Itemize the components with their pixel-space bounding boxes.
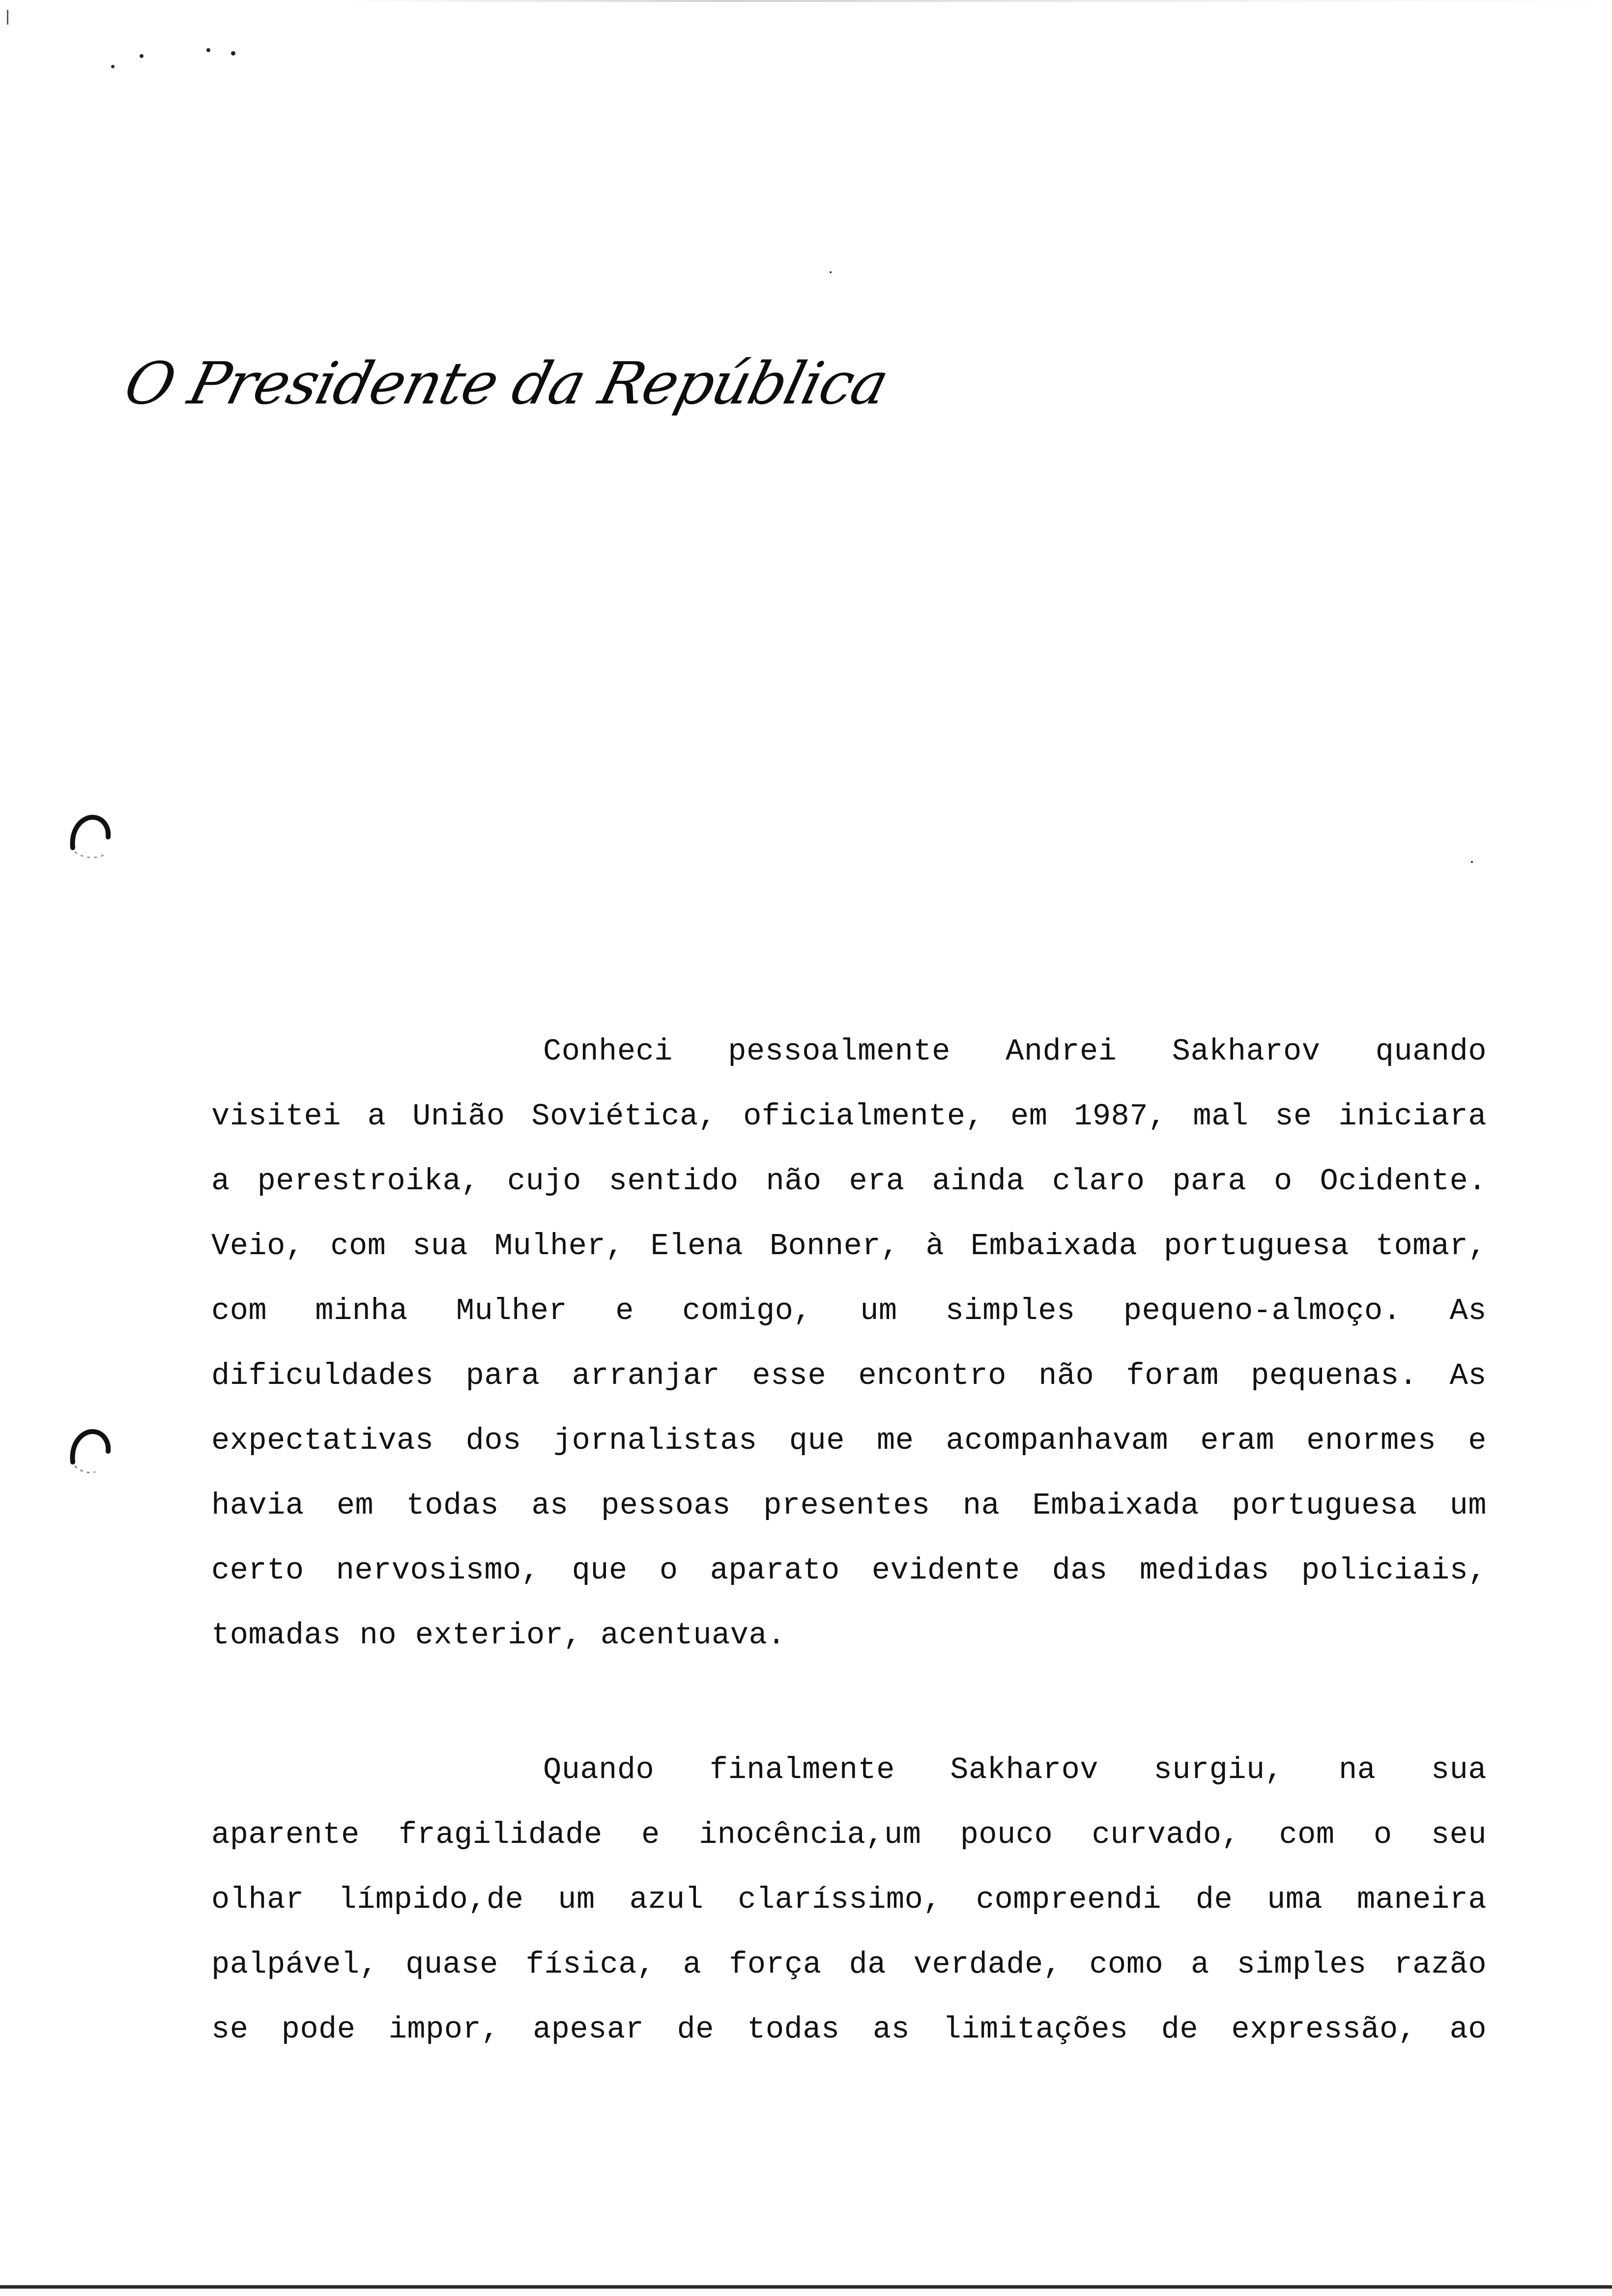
scan-edge-bottom [0,2285,1612,2289]
scan-edge-top [344,0,1612,2]
scan-speck [111,65,115,68]
scan-mark-left [7,10,8,25]
letterhead-title: O Presidente da República [118,349,895,417]
text-line: Veio, com sua Mulher, Elena Bonner, à Embaixada portuguesa tomar, [211,1229,1487,1263]
text-line: olhar límpido,de um azul claríssimo, compreendi de uma maneira [211,1882,1487,1917]
text-line: dificuldades para arranjar esse encontro não foram pequenas. As [211,1358,1487,1393]
scan-speck [830,271,832,273]
scan-speck [1471,861,1473,863]
text-line: se pode impor, apesar de todas as limitações de expressão, ao [211,2012,1487,2047]
text-line: havia em todas as pessoas presentes na Embaixada portuguesa um [211,1488,1487,1523]
text-line: Conheci pessoalmente Andrei Sakharov quando [543,1034,1487,1069]
text-line: palpável, quase física, a força da verdade, como a simples razão [211,1947,1487,1982]
scan-speck [231,51,235,56]
text-line: aparente fragilidade e inocência,um pouco curvado, com o seu [211,1817,1487,1852]
text-line: tomadas no exterior, acentuava. [211,1618,786,1653]
text-line: a perestroika, cujo sentido não era ainda claro para o Ocidente. [211,1164,1487,1199]
text-line: Quando finalmente Sakharov surgiu, na sua [543,1752,1487,1787]
text-line: expectativas dos jornalistas que me acompanhavam eram enormes e [211,1423,1487,1458]
text-line: visitei a União Soviética, oficialmente, em 1987, mal se iniciara [211,1099,1487,1134]
text-line: certo nervosismo, que o aparato evidente das medidas policiais, [211,1553,1487,1588]
scan-speck [140,54,144,58]
punch-hole-mark [68,1428,112,1477]
scan-speck [206,48,210,52]
punch-hole-mark [68,813,112,862]
text-line: com minha Mulher e comigo, um simples pequeno-almoço. As [211,1293,1487,1328]
